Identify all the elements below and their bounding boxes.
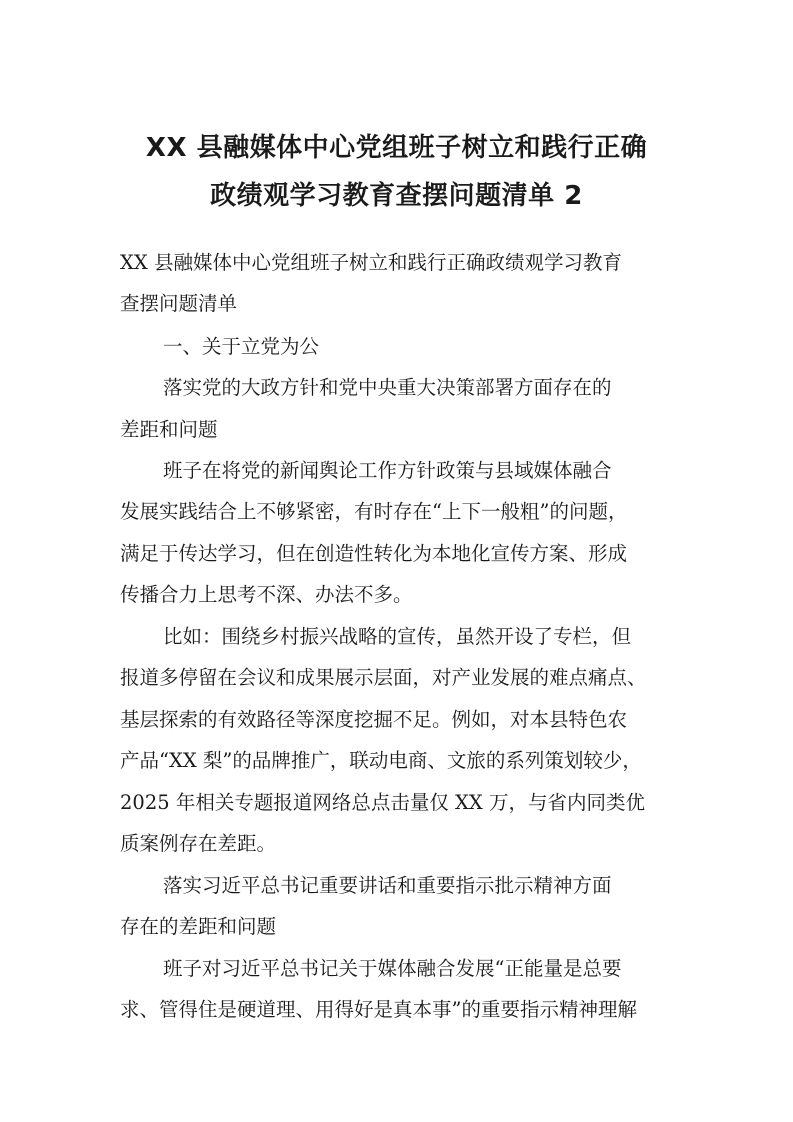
body-line: 班子在将党的新闻舆论工作方针政策与县域媒体融合 xyxy=(163,459,612,482)
body-line: 比如：围绕乡村振兴战略的宣传，虽然开设了专栏，但 xyxy=(163,625,632,648)
body-line: 传播合力上思考不深、办法不多。 xyxy=(120,583,413,606)
body-line: 质案例存在差距。 xyxy=(120,832,277,855)
body-line: 求、管得住是硬道理、用得好是真本事”的重要指示精神理解 xyxy=(120,998,637,1021)
document-title-line-1: XX 县融媒体中心党组班子树立和践行正确 xyxy=(145,133,648,163)
body-line: XX 县融媒体中心党组班子树立和践行正确政绩观学习教育 xyxy=(120,251,622,274)
body-line: 查摆问题清单 xyxy=(120,292,238,315)
section-heading: 一、关于立党为公 xyxy=(163,335,320,358)
body-line: 发展实践结合上不够紧密，有时存在“上下一般粗”的问题， xyxy=(120,500,628,523)
subsection-heading: 存在的差距和问题 xyxy=(120,915,277,938)
body-line: 满足于传达学习，但在创造性转化为本地化宣传方案、形成 xyxy=(120,542,628,565)
body-line: 2025 年相关专题报道网络总点击量仅 XX 万，与省内同类优 xyxy=(120,791,645,814)
body-line: 基层探索的有效路径等深度挖掘不足。例如，对本县特色农 xyxy=(120,708,628,731)
body-line: 产品“XX 梨”的品牌推广，联动电商、文旅的系列策划较少， xyxy=(120,749,642,772)
subsection-heading: 落实习近平总书记重要讲话和重要指示批示精神方面 xyxy=(163,874,612,897)
body-line: 报道多停留在会议和成果展示层面，对产业发展的难点痛点、 xyxy=(120,666,647,689)
document-title-line-2: 政绩观学习教育查摆问题清单 2 xyxy=(210,181,583,211)
subsection-heading: 差距和问题 xyxy=(120,418,218,441)
body-line: 班子对习近平总书记关于媒体融合发展“正能量是总要 xyxy=(163,957,622,980)
subsection-heading: 落实党的大政方针和党中央重大决策部署方面存在的 xyxy=(163,376,612,399)
